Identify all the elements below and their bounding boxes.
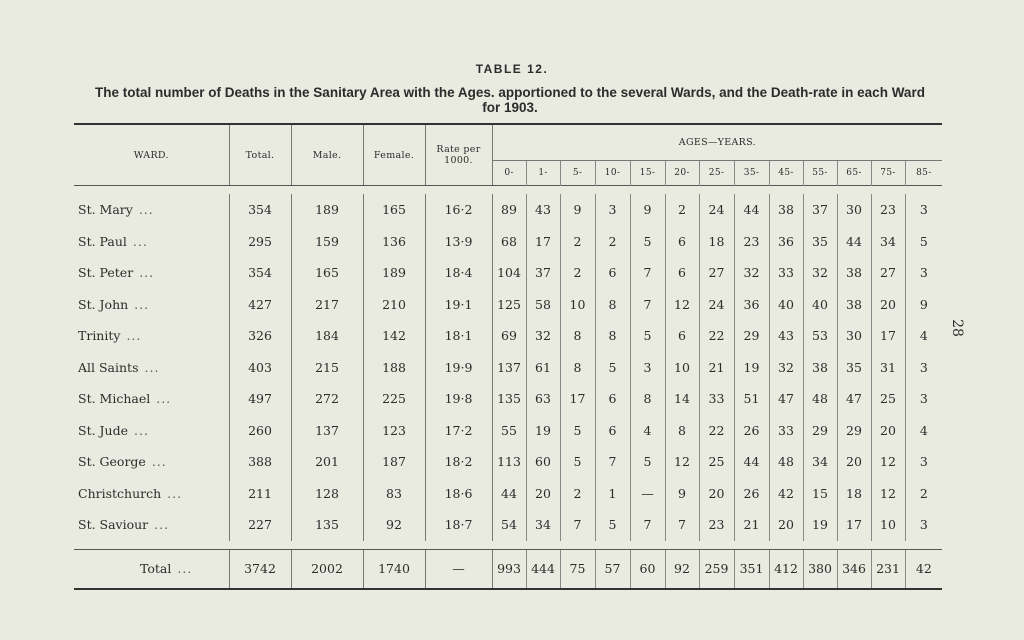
leader-dots: ... <box>138 202 154 218</box>
age-count-cell: 8 <box>630 383 665 415</box>
age-count-cell: 12 <box>665 289 699 321</box>
age-count-cell: 4 <box>905 320 942 352</box>
ward-cell <box>74 509 229 541</box>
header-female: Female. <box>363 124 425 186</box>
age-count-cell: 2 <box>595 226 630 258</box>
age-count-cell: 26 <box>734 415 769 447</box>
age-count-cell: 44 <box>734 446 769 478</box>
age-count-cell: 5 <box>905 226 942 258</box>
age-count-cell: 5 <box>630 446 665 478</box>
age-count-cell: 37 <box>803 194 837 226</box>
rate-cell: 18·6 <box>425 478 492 510</box>
age-count-cell: 23 <box>734 226 769 258</box>
male-cell: 159 <box>291 226 363 258</box>
age-count-cell: 7 <box>630 257 665 289</box>
ward-name: St. John <box>78 296 129 312</box>
age-count-cell: 18 <box>837 478 871 510</box>
age-count-cell: 231 <box>871 549 905 589</box>
total-cell: 427 <box>229 289 291 321</box>
age-count-cell: 19 <box>526 415 560 447</box>
age-count-cell: 17 <box>871 320 905 352</box>
age-count-cell: 24 <box>699 194 734 226</box>
age-count-cell: 9 <box>560 194 595 226</box>
age-count-cell: 8 <box>560 320 595 352</box>
age-count-cell: 24 <box>699 289 734 321</box>
age-count-cell: 32 <box>734 257 769 289</box>
age-count-cell: 3 <box>905 352 942 384</box>
age-count-cell: 6 <box>665 320 699 352</box>
age-count-cell: 21 <box>734 509 769 541</box>
female-cell: 187 <box>363 446 425 478</box>
rate-cell: 19·9 <box>425 352 492 384</box>
header-age-group: 20- <box>665 161 699 186</box>
male-cell: 215 <box>291 352 363 384</box>
age-count-cell: 42 <box>769 478 803 510</box>
total-cell: 497 <box>229 383 291 415</box>
table-row <box>74 320 942 352</box>
age-count-cell: 89 <box>492 194 526 226</box>
age-count-cell: 10 <box>665 352 699 384</box>
age-count-cell: 29 <box>734 320 769 352</box>
rate-cell: 13·9 <box>425 226 492 258</box>
age-count-cell: 30 <box>837 320 871 352</box>
age-count-cell: 60 <box>630 549 665 589</box>
ward-name: Trinity <box>78 328 121 344</box>
female-cell: 83 <box>363 478 425 510</box>
age-count-cell: 17 <box>837 509 871 541</box>
age-count-cell: 17 <box>526 226 560 258</box>
male-cell: 189 <box>291 194 363 226</box>
age-count-cell: 2 <box>665 194 699 226</box>
age-count-cell: 6 <box>665 257 699 289</box>
age-count-cell: 6 <box>595 257 630 289</box>
rate-cell: 19·8 <box>425 383 492 415</box>
ward-name: Total <box>140 561 172 576</box>
header-age-group: 75- <box>871 161 905 186</box>
male-cell: 217 <box>291 289 363 321</box>
table-row <box>74 446 942 478</box>
age-count-cell: 55 <box>492 415 526 447</box>
table-subtitle: The total number of Deaths in the Sanitary Area with the Ages. apportioned to the several Wards, and the Death-rate in each Ward for 1903. <box>95 85 925 115</box>
age-count-cell: 58 <box>526 289 560 321</box>
ward-cell <box>74 352 229 384</box>
ward-cell <box>74 226 229 258</box>
age-count-cell: 19 <box>734 352 769 384</box>
age-count-cell: 20 <box>871 289 905 321</box>
header-ward: WARD. <box>74 124 229 186</box>
total-cell: 260 <box>229 415 291 447</box>
header-age-group: 1- <box>526 161 560 186</box>
rate-cell: 18·4 <box>425 257 492 289</box>
age-count-cell: 9 <box>630 194 665 226</box>
age-count-cell: 42 <box>905 549 942 589</box>
female-cell: 136 <box>363 226 425 258</box>
leader-dots: ... <box>156 391 172 407</box>
age-count-cell: 20 <box>871 415 905 447</box>
age-count-cell: 25 <box>699 446 734 478</box>
ward-name: Christchurch <box>78 485 162 501</box>
age-count-cell: 7 <box>630 289 665 321</box>
age-count-cell: 9 <box>665 478 699 510</box>
age-count-cell: 4 <box>905 415 942 447</box>
age-count-cell: 44 <box>492 478 526 510</box>
age-count-cell: 4 <box>630 415 665 447</box>
age-count-cell: 47 <box>769 383 803 415</box>
ward-cell <box>74 194 229 226</box>
age-count-cell: 12 <box>871 446 905 478</box>
spacer-row <box>74 541 942 550</box>
age-count-cell: 5 <box>560 446 595 478</box>
age-count-cell: 33 <box>699 383 734 415</box>
age-count-cell: 43 <box>769 320 803 352</box>
age-count-cell: 14 <box>665 383 699 415</box>
age-count-cell: 40 <box>769 289 803 321</box>
age-count-cell: 346 <box>837 549 871 589</box>
ward-name: St. George <box>78 454 146 470</box>
age-count-cell: 259 <box>699 549 734 589</box>
ward-name: St. Saviour <box>78 517 149 533</box>
ward-cell <box>74 383 229 415</box>
age-count-cell: 19 <box>803 509 837 541</box>
ward-name: St. Mary <box>78 202 133 218</box>
age-count-cell: 20 <box>526 478 560 510</box>
age-count-cell: 47 <box>837 383 871 415</box>
ward-cell <box>74 289 229 321</box>
age-count-cell: 26 <box>734 478 769 510</box>
leader-dots: ... <box>154 517 170 533</box>
age-count-cell: 12 <box>665 446 699 478</box>
header-age-group: 65- <box>837 161 871 186</box>
age-count-cell: 380 <box>803 549 837 589</box>
age-count-cell: 15 <box>803 478 837 510</box>
age-count-cell: 10 <box>871 509 905 541</box>
age-count-cell: 38 <box>803 352 837 384</box>
female-cell: 189 <box>363 257 425 289</box>
age-count-cell: 18 <box>699 226 734 258</box>
female-cell: 123 <box>363 415 425 447</box>
header-age-group: 10- <box>595 161 630 186</box>
age-count-cell: 135 <box>492 383 526 415</box>
leader-dots: ... <box>167 485 183 501</box>
total-cell: 295 <box>229 226 291 258</box>
age-count-cell: 44 <box>837 226 871 258</box>
age-count-cell: 36 <box>734 289 769 321</box>
age-count-cell: 125 <box>492 289 526 321</box>
header-male: Male. <box>291 124 363 186</box>
rate-cell: 16·2 <box>425 194 492 226</box>
age-count-cell: 36 <box>769 226 803 258</box>
header-age-group: 55- <box>803 161 837 186</box>
table-row <box>74 415 942 447</box>
age-count-cell: 444 <box>526 549 560 589</box>
ward-name: St. Peter <box>78 265 134 281</box>
age-count-cell: 8 <box>595 289 630 321</box>
table-body <box>74 186 942 589</box>
age-count-cell: 29 <box>803 415 837 447</box>
age-count-cell: 3 <box>905 446 942 478</box>
header-age-group: 0- <box>492 161 526 186</box>
male-cell: 135 <box>291 509 363 541</box>
age-count-cell: 9 <box>905 289 942 321</box>
age-count-cell: 5 <box>560 415 595 447</box>
age-count-cell: 5 <box>630 320 665 352</box>
total-cell: 388 <box>229 446 291 478</box>
rate-cell: 18·1 <box>425 320 492 352</box>
age-count-cell: 6 <box>595 383 630 415</box>
age-count-cell: 92 <box>665 549 699 589</box>
age-count-cell: 31 <box>871 352 905 384</box>
age-count-cell: 43 <box>526 194 560 226</box>
male-cell: 272 <box>291 383 363 415</box>
age-count-cell: 5 <box>630 226 665 258</box>
age-count-cell: 37 <box>526 257 560 289</box>
ward-name: All Saints <box>78 359 139 375</box>
age-count-cell: 32 <box>803 257 837 289</box>
age-count-cell: 412 <box>769 549 803 589</box>
age-count-cell: 61 <box>526 352 560 384</box>
header-rate: Rate per 1000. <box>425 124 492 186</box>
age-count-cell: 34 <box>803 446 837 478</box>
age-count-cell: 6 <box>595 415 630 447</box>
header-age-group: 5- <box>560 161 595 186</box>
age-count-cell: 137 <box>492 352 526 384</box>
age-count-cell: 8 <box>595 320 630 352</box>
leader-dots: ... <box>126 328 142 344</box>
header-age-group: 25- <box>699 161 734 186</box>
age-count-cell: 3 <box>905 383 942 415</box>
age-count-cell: 33 <box>769 257 803 289</box>
female-cell: 225 <box>363 383 425 415</box>
age-count-cell: 104 <box>492 257 526 289</box>
age-count-cell: 29 <box>837 415 871 447</box>
leader-dots: ... <box>132 233 148 249</box>
age-count-cell: 10 <box>560 289 595 321</box>
age-count-cell: 1 <box>595 478 630 510</box>
female-cell: 165 <box>363 194 425 226</box>
table-row <box>74 383 942 415</box>
age-count-cell: 21 <box>699 352 734 384</box>
age-count-cell: — <box>630 478 665 510</box>
header-ages: AGES—YEARS. <box>492 124 942 161</box>
age-count-cell: 32 <box>526 320 560 352</box>
age-count-cell: 17 <box>560 383 595 415</box>
age-count-cell: 38 <box>837 257 871 289</box>
age-count-cell: 7 <box>665 509 699 541</box>
age-count-cell: 35 <box>837 352 871 384</box>
age-count-cell: 2 <box>560 478 595 510</box>
age-count-cell: 22 <box>699 320 734 352</box>
age-count-cell: 3 <box>630 352 665 384</box>
age-count-cell: 48 <box>769 446 803 478</box>
age-count-cell: 35 <box>803 226 837 258</box>
female-cell: 188 <box>363 352 425 384</box>
age-count-cell: 7 <box>630 509 665 541</box>
table-header <box>74 124 942 186</box>
table-row <box>74 226 942 258</box>
header-age-group: 45- <box>769 161 803 186</box>
female-cell: 142 <box>363 320 425 352</box>
age-count-cell: 3 <box>905 194 942 226</box>
ward-name: St. Michael <box>78 391 151 407</box>
age-count-cell: 351 <box>734 549 769 589</box>
age-count-cell: 2 <box>560 226 595 258</box>
header-age-group: 15- <box>630 161 665 186</box>
age-count-cell: 8 <box>665 415 699 447</box>
total-row <box>74 549 942 589</box>
male-cell: 165 <box>291 257 363 289</box>
total-cell: 227 <box>229 509 291 541</box>
deaths-by-ward-table <box>74 123 942 590</box>
age-count-cell: 7 <box>595 446 630 478</box>
age-count-cell: 51 <box>734 383 769 415</box>
age-count-cell: 44 <box>734 194 769 226</box>
table-row <box>74 257 942 289</box>
age-count-cell: 2 <box>560 257 595 289</box>
age-count-cell: 993 <box>492 549 526 589</box>
age-count-cell: 57 <box>595 549 630 589</box>
table-row <box>74 194 942 226</box>
age-count-cell: 20 <box>837 446 871 478</box>
age-count-cell: 48 <box>803 383 837 415</box>
male-cell: 137 <box>291 415 363 447</box>
table-row <box>74 478 942 510</box>
table-row <box>74 352 942 384</box>
age-count-cell: 60 <box>526 446 560 478</box>
table-row <box>74 509 942 541</box>
rate-cell: 19·1 <box>425 289 492 321</box>
ward-cell <box>74 320 229 352</box>
ward-name: St. Jude <box>78 422 128 438</box>
table-row <box>74 289 942 321</box>
age-count-cell: 12 <box>871 478 905 510</box>
age-count-cell: 22 <box>699 415 734 447</box>
total-cell: 354 <box>229 194 291 226</box>
female-cell: 210 <box>363 289 425 321</box>
total-cell: 211 <box>229 478 291 510</box>
total-cell: 3742 <box>229 549 291 589</box>
spacer-row <box>74 186 942 195</box>
rate-cell: 18·2 <box>425 446 492 478</box>
age-count-cell: 27 <box>871 257 905 289</box>
age-count-cell: 53 <box>803 320 837 352</box>
age-count-cell: 68 <box>492 226 526 258</box>
age-count-cell: 34 <box>871 226 905 258</box>
age-count-cell: 25 <box>871 383 905 415</box>
female-cell: 92 <box>363 509 425 541</box>
header-age-group: 85- <box>905 161 942 186</box>
total-cell: 354 <box>229 257 291 289</box>
female-cell: 1740 <box>363 549 425 589</box>
rate-cell: 17·2 <box>425 415 492 447</box>
male-cell: 128 <box>291 478 363 510</box>
ward-cell <box>74 257 229 289</box>
page-number: 28 <box>948 319 965 337</box>
age-count-cell: 3 <box>905 509 942 541</box>
age-count-cell: 32 <box>769 352 803 384</box>
age-count-cell: 7 <box>560 509 595 541</box>
age-count-cell: 5 <box>595 509 630 541</box>
age-count-cell: 33 <box>769 415 803 447</box>
leader-dots: ... <box>177 561 193 576</box>
ward-cell <box>74 549 229 589</box>
header-total: Total. <box>229 124 291 186</box>
age-count-cell: 23 <box>871 194 905 226</box>
age-count-cell: 6 <box>665 226 699 258</box>
age-count-cell: 20 <box>769 509 803 541</box>
table-heading: TABLE 12. <box>475 62 549 76</box>
age-count-cell: 113 <box>492 446 526 478</box>
leader-dots: ... <box>134 422 149 438</box>
age-count-cell: 3 <box>905 257 942 289</box>
age-count-cell: 30 <box>837 194 871 226</box>
ward-cell <box>74 446 229 478</box>
age-count-cell: 63 <box>526 383 560 415</box>
rate-cell: 18·7 <box>425 509 492 541</box>
ward-cell <box>74 478 229 510</box>
ward-name: St. Paul <box>78 233 127 249</box>
male-cell: 184 <box>291 320 363 352</box>
total-cell: 326 <box>229 320 291 352</box>
header-age-group: 35- <box>734 161 769 186</box>
male-cell: 2002 <box>291 549 363 589</box>
age-count-cell: 38 <box>769 194 803 226</box>
age-count-cell: 2 <box>905 478 942 510</box>
age-count-cell: 40 <box>803 289 837 321</box>
age-count-cell: 38 <box>837 289 871 321</box>
age-count-cell: 54 <box>492 509 526 541</box>
leader-dots: ... <box>144 359 160 375</box>
age-count-cell: 3 <box>595 194 630 226</box>
leader-dots: ... <box>151 454 167 470</box>
age-count-cell: 75 <box>560 549 595 589</box>
leader-dots: ... <box>134 296 150 312</box>
age-count-cell: 8 <box>560 352 595 384</box>
age-count-cell: 5 <box>595 352 630 384</box>
age-count-cell: 20 <box>699 478 734 510</box>
age-count-cell: 23 <box>699 509 734 541</box>
age-count-cell: 69 <box>492 320 526 352</box>
age-count-cell: 34 <box>526 509 560 541</box>
ward-cell <box>74 415 229 447</box>
leader-dots: ... <box>139 265 155 281</box>
male-cell: 201 <box>291 446 363 478</box>
age-count-cell: 27 <box>699 257 734 289</box>
rate-cell: — <box>425 549 492 589</box>
total-cell: 403 <box>229 352 291 384</box>
